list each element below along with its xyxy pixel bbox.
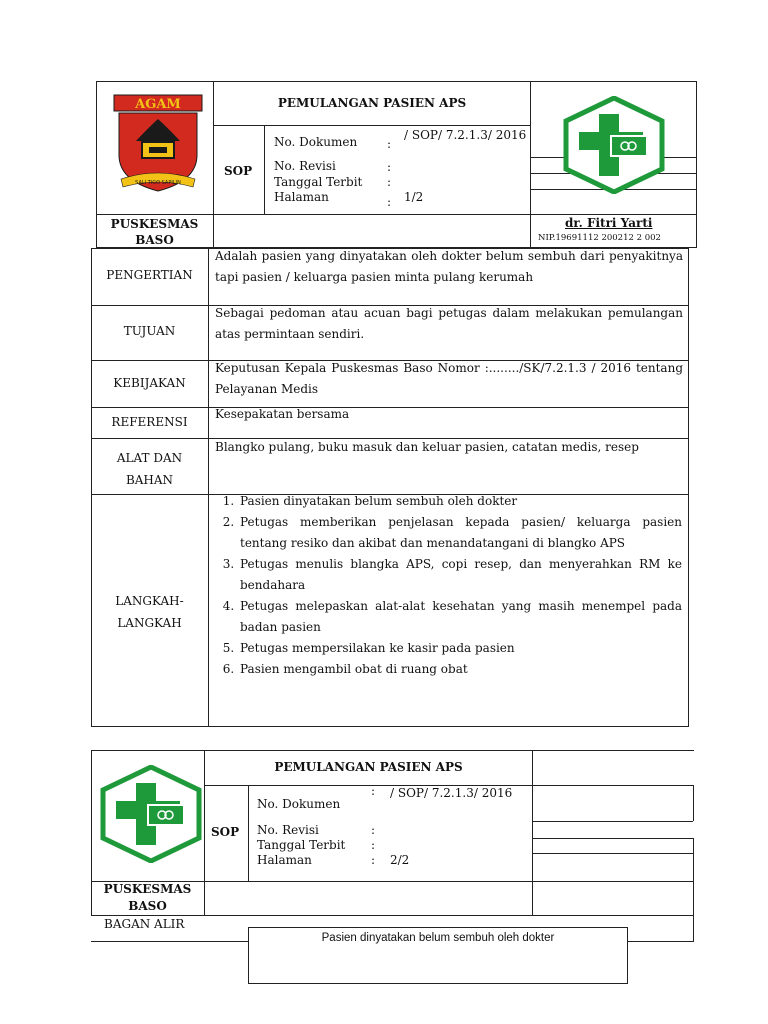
row-text-referensi: Kesepakatan bersama	[215, 407, 350, 421]
no-revisi-label-2: No. Revisi	[257, 823, 319, 837]
puskesmas-line2-2: BASO	[128, 899, 167, 913]
row-label-alat-dan-bahan	[91, 447, 208, 491]
row-label-alat-line1: ALAT DAN	[116, 451, 183, 465]
bagan-alir-label: BAGAN ALIR	[104, 917, 185, 931]
tanggal-terbit-label-2: Tanggal Terbit	[257, 838, 346, 852]
row-label-pengertian: PENGERTIAN	[106, 268, 193, 282]
no-dokumen-value-2: / SOP/ 7.2.1.3/ 2016	[390, 786, 513, 800]
tanggal-terbit-colon-2: :	[371, 838, 376, 852]
sop-label: SOP	[224, 164, 253, 178]
agam-logo-banner: SALI TIGO SAPILIN	[135, 180, 181, 186]
signatory-nip: NIP.19691112 200212 2 002	[538, 233, 661, 243]
no-revisi-colon: :	[387, 160, 392, 174]
agam-logo	[111, 93, 205, 193]
puskesmas-logo	[561, 96, 667, 194]
row-label-kebijakan: KEBIJAKAN	[113, 376, 186, 390]
no-dokumen-colon: :	[387, 137, 392, 151]
tanggal-terbit-label: Tanggal Terbit	[274, 175, 363, 189]
steps-list-container	[212, 491, 682, 680]
puskesmas-line1: PUSKESMAS	[110, 217, 199, 231]
page-title-2: PEMULANGAN PASIEN APS	[274, 760, 463, 774]
row-label-tujuan: TUJUAN	[123, 324, 176, 338]
puskesmas-line1-2: PUSKESMAS	[103, 882, 192, 896]
puskesmas-line2: BASO	[135, 233, 174, 247]
page-title: PEMULANGAN PASIEN APS	[277, 96, 467, 110]
agam-logo-text: AGAM	[135, 97, 181, 112]
halaman-label-2: Halaman	[257, 853, 312, 867]
halaman-value-2: 2/2	[390, 853, 410, 867]
halaman-colon-2: :	[371, 853, 376, 867]
steps-list	[212, 491, 682, 680]
row-label-alat-line2: BAHAN	[125, 473, 174, 487]
row-label-langkah-line2: LANGKAH	[117, 616, 182, 630]
puskesmas-logo	[98, 765, 204, 863]
no-revisi-label: No. Revisi	[274, 159, 336, 173]
flow-box-text: Pasien dinyatakan belum sembuh oleh dokter	[321, 932, 555, 944]
halaman-colon: :	[387, 195, 392, 209]
list-item: 2. Petugas memberikan penjelasan kepada pasien/ keluarga pasien tentang resiko dan akibat dan menandatangani di blangko APS	[238, 512, 682, 554]
halaman-label: Halaman	[274, 190, 329, 204]
no-dokumen-label-2: No. Dokumen	[257, 797, 341, 811]
row-label-langkah	[91, 590, 208, 634]
row-text-kebijakan: Keputusan Kepala Puskesmas Baso Nomor :......../SK/7.2.1.3 / 2016 tentang Pelayanan Medis	[215, 361, 683, 396]
row-text-tujuan: Sebagai pedoman atau acuan bagi petugas dalam melakukan pemulangan atas permintaan sendiri.	[215, 306, 683, 341]
list-item: 4. Petugas melepaskan alat-alat kesehatan yang masih menempel pada badan pasien	[238, 596, 682, 638]
list-item: 6. Pasien mengambil obat di ruang obat	[238, 659, 682, 680]
list-item: 3. Petugas menulis blangka APS, copi resep, dan menyerahkan RM ke bendahara	[238, 554, 682, 596]
flow-box-start	[248, 927, 628, 984]
sop-label-2: SOP	[211, 825, 240, 839]
list-item: 5. Petugas mempersilakan ke kasir pada pasien	[238, 638, 682, 659]
row-label-langkah-line1: LANGKAH-	[115, 594, 184, 608]
no-dokumen-colon-2: :	[371, 784, 376, 798]
list-item: 1. Pasien dinyatakan belum sembuh oleh dokter	[238, 491, 682, 512]
halaman-value: 1/2	[404, 190, 424, 204]
row-text-pengertian: Adalah pasien yang dinyatakan oleh dokter belum sembuh dari penyakitnya tapi pasien / keluarga pasien minta pulang kerumah	[215, 249, 683, 284]
no-revisi-colon-2: :	[371, 823, 376, 837]
tanggal-terbit-colon: :	[387, 175, 392, 189]
puskesmas-name	[96, 216, 213, 248]
no-dokumen-label: No. Dokumen	[274, 135, 358, 149]
row-label-referensi: REFERENSI	[111, 415, 188, 429]
signatory-name: dr. Fitri Yarti	[565, 216, 653, 230]
row-text-alat-dan-bahan: Blangko pulang, buku masuk dan keluar pasien, catatan medis, resep	[215, 440, 639, 454]
no-dokumen-value: / SOP/ 7.2.1.3/ 2016	[404, 128, 527, 142]
puskesmas-name-2	[91, 881, 204, 915]
